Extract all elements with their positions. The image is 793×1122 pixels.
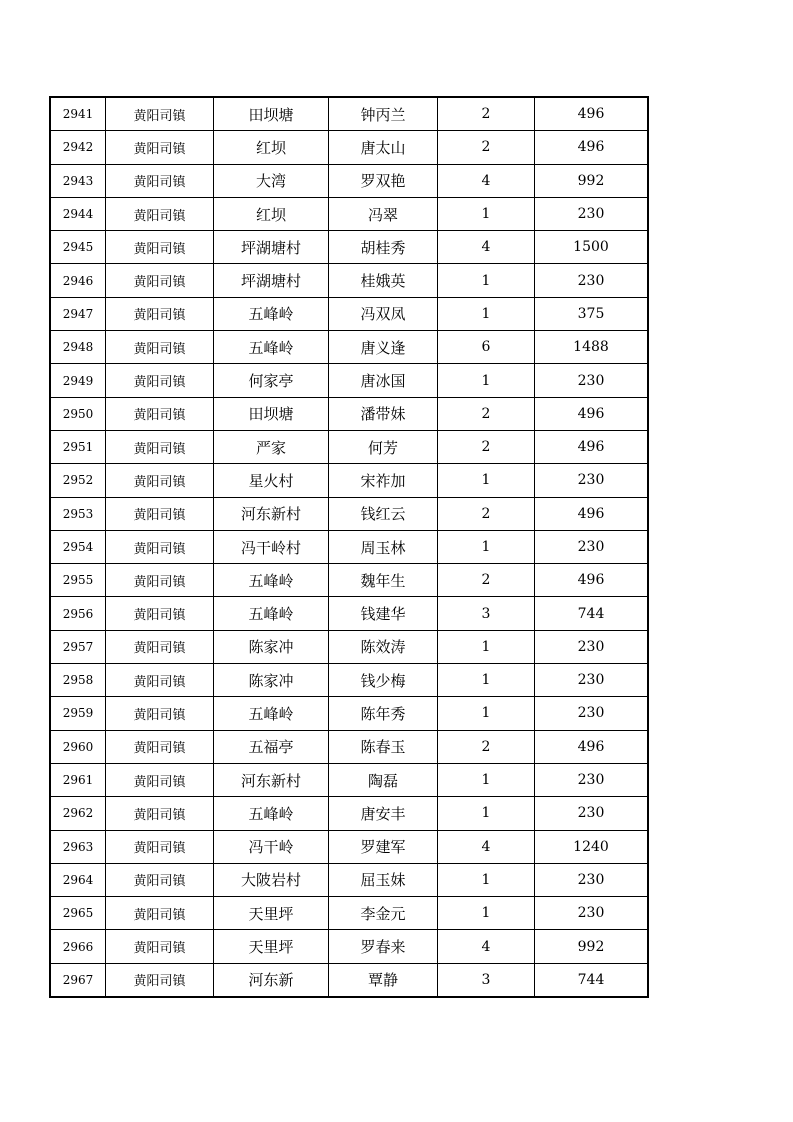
cell-village: 红坝 [214, 197, 329, 230]
cell-name: 罗建军 [329, 830, 438, 863]
cell-amount: 230 [535, 897, 649, 930]
cell-id: 2957 [50, 630, 106, 663]
cell-name: 冯翠 [329, 197, 438, 230]
table-row [50, 264, 648, 297]
cell-count: 3 [438, 597, 535, 630]
cell-amount: 992 [535, 164, 649, 197]
cell-village: 冯干岭 [214, 830, 329, 863]
cell-village: 陈家冲 [214, 664, 329, 697]
cell-count: 6 [438, 331, 535, 364]
cell-name: 钱红云 [329, 497, 438, 530]
cell-amount: 230 [535, 530, 649, 563]
table-row [50, 97, 648, 131]
cell-name: 魏年生 [329, 564, 438, 597]
cell-village: 坪湖塘村 [214, 231, 329, 264]
table-row [50, 197, 648, 230]
cell-id: 2967 [50, 963, 106, 997]
cell-name: 罗双艳 [329, 164, 438, 197]
cell-amount: 1240 [535, 830, 649, 863]
cell-id: 2963 [50, 830, 106, 863]
table-row [50, 397, 648, 430]
cell-amount: 1500 [535, 231, 649, 264]
cell-town: 黄阳司镇 [106, 131, 214, 164]
table-row [50, 331, 648, 364]
cell-id: 2942 [50, 131, 106, 164]
cell-town: 黄阳司镇 [106, 730, 214, 763]
cell-town: 黄阳司镇 [106, 264, 214, 297]
table-row [50, 830, 648, 863]
cell-name: 桂娥英 [329, 264, 438, 297]
cell-count: 4 [438, 231, 535, 264]
cell-count: 1 [438, 763, 535, 796]
table-row [50, 630, 648, 663]
cell-town: 黄阳司镇 [106, 197, 214, 230]
table-row [50, 231, 648, 264]
cell-id: 2965 [50, 897, 106, 930]
cell-town: 黄阳司镇 [106, 697, 214, 730]
table-row [50, 897, 648, 930]
cell-village: 五峰岭 [214, 564, 329, 597]
cell-village: 红坝 [214, 131, 329, 164]
cell-name: 覃静 [329, 963, 438, 997]
cell-id: 2944 [50, 197, 106, 230]
cell-town: 黄阳司镇 [106, 430, 214, 463]
cell-village: 田坝塘 [214, 397, 329, 430]
cell-village: 河东新村 [214, 497, 329, 530]
cell-amount: 496 [535, 97, 649, 131]
table-row [50, 730, 648, 763]
cell-amount: 496 [535, 564, 649, 597]
cell-id: 2956 [50, 597, 106, 630]
cell-amount: 230 [535, 264, 649, 297]
cell-count: 2 [438, 730, 535, 763]
cell-id: 2966 [50, 930, 106, 963]
cell-village: 河东新 [214, 963, 329, 997]
cell-id: 2945 [50, 231, 106, 264]
cell-id: 2948 [50, 331, 106, 364]
cell-town: 黄阳司镇 [106, 164, 214, 197]
cell-count: 2 [438, 497, 535, 530]
cell-id: 2952 [50, 464, 106, 497]
cell-id: 2947 [50, 297, 106, 330]
cell-count: 1 [438, 297, 535, 330]
cell-amount: 230 [535, 364, 649, 397]
table-row [50, 564, 648, 597]
cell-amount: 230 [535, 797, 649, 830]
cell-name: 冯双凤 [329, 297, 438, 330]
cell-town: 黄阳司镇 [106, 830, 214, 863]
cell-amount: 230 [535, 197, 649, 230]
table-row [50, 863, 648, 896]
cell-name: 唐安丰 [329, 797, 438, 830]
cell-count: 1 [438, 464, 535, 497]
cell-id: 2959 [50, 697, 106, 730]
cell-amount: 744 [535, 597, 649, 630]
cell-village: 严家 [214, 430, 329, 463]
cell-name: 周玉林 [329, 530, 438, 563]
cell-town: 黄阳司镇 [106, 397, 214, 430]
cell-village: 天里坪 [214, 897, 329, 930]
cell-amount: 1488 [535, 331, 649, 364]
table-row [50, 497, 648, 530]
cell-name: 钟丙兰 [329, 97, 438, 131]
cell-count: 1 [438, 863, 535, 896]
cell-count: 2 [438, 430, 535, 463]
cell-count: 3 [438, 963, 535, 997]
cell-town: 黄阳司镇 [106, 497, 214, 530]
cell-count: 2 [438, 397, 535, 430]
cell-count: 2 [438, 131, 535, 164]
cell-name: 何芳 [329, 430, 438, 463]
cell-village: 五峰岭 [214, 697, 329, 730]
cell-id: 2960 [50, 730, 106, 763]
cell-name: 唐冰国 [329, 364, 438, 397]
cell-amount: 230 [535, 630, 649, 663]
cell-village: 五峰岭 [214, 297, 329, 330]
table-row [50, 464, 648, 497]
cell-id: 2950 [50, 397, 106, 430]
cell-town: 黄阳司镇 [106, 597, 214, 630]
cell-amount: 496 [535, 397, 649, 430]
cell-town: 黄阳司镇 [106, 297, 214, 330]
cell-name: 钱建华 [329, 597, 438, 630]
cell-amount: 230 [535, 464, 649, 497]
cell-name: 胡桂秀 [329, 231, 438, 264]
cell-id: 2951 [50, 430, 106, 463]
cell-amount: 230 [535, 863, 649, 896]
cell-amount: 496 [535, 430, 649, 463]
cell-count: 1 [438, 197, 535, 230]
cell-count: 4 [438, 930, 535, 963]
cell-id: 2949 [50, 364, 106, 397]
table-row [50, 297, 648, 330]
cell-town: 黄阳司镇 [106, 364, 214, 397]
cell-count: 1 [438, 630, 535, 663]
cell-town: 黄阳司镇 [106, 930, 214, 963]
cell-name: 潘带妹 [329, 397, 438, 430]
cell-count: 1 [438, 797, 535, 830]
cell-village: 天里坪 [214, 930, 329, 963]
cell-count: 1 [438, 364, 535, 397]
cell-count: 1 [438, 664, 535, 697]
cell-name: 唐义逢 [329, 331, 438, 364]
cell-amount: 230 [535, 664, 649, 697]
cell-count: 2 [438, 97, 535, 131]
cell-id: 2961 [50, 763, 106, 796]
cell-count: 2 [438, 564, 535, 597]
table-row [50, 597, 648, 630]
table-row [50, 530, 648, 563]
cell-amount: 496 [535, 497, 649, 530]
cell-id: 2964 [50, 863, 106, 896]
table-row [50, 763, 648, 796]
cell-town: 黄阳司镇 [106, 530, 214, 563]
cell-town: 黄阳司镇 [106, 464, 214, 497]
cell-town: 黄阳司镇 [106, 231, 214, 264]
cell-id: 2941 [50, 97, 106, 131]
cell-village: 星火村 [214, 464, 329, 497]
cell-name: 钱少梅 [329, 664, 438, 697]
cell-id: 2954 [50, 530, 106, 563]
cell-name: 陈效涛 [329, 630, 438, 663]
table-row [50, 930, 648, 963]
cell-village: 陈家冲 [214, 630, 329, 663]
cell-id: 2953 [50, 497, 106, 530]
table-row [50, 430, 648, 463]
cell-town: 黄阳司镇 [106, 664, 214, 697]
table-row [50, 164, 648, 197]
cell-town: 黄阳司镇 [106, 97, 214, 131]
cell-town: 黄阳司镇 [106, 763, 214, 796]
cell-village: 大湾 [214, 164, 329, 197]
cell-village: 五峰岭 [214, 597, 329, 630]
cell-name: 陈年秀 [329, 697, 438, 730]
table-row [50, 664, 648, 697]
cell-amount: 496 [535, 131, 649, 164]
cell-village: 河东新村 [214, 763, 329, 796]
cell-town: 黄阳司镇 [106, 630, 214, 663]
cell-amount: 992 [535, 930, 649, 963]
cell-amount: 230 [535, 697, 649, 730]
cell-town: 黄阳司镇 [106, 331, 214, 364]
cell-name: 李金元 [329, 897, 438, 930]
table-row [50, 797, 648, 830]
cell-town: 黄阳司镇 [106, 564, 214, 597]
cell-count: 1 [438, 264, 535, 297]
cell-village: 五福亭 [214, 730, 329, 763]
cell-town: 黄阳司镇 [106, 797, 214, 830]
cell-village: 坪湖塘村 [214, 264, 329, 297]
cell-town: 黄阳司镇 [106, 863, 214, 896]
cell-count: 4 [438, 830, 535, 863]
cell-name: 陈春玉 [329, 730, 438, 763]
cell-village: 五峰岭 [214, 331, 329, 364]
cell-village: 五峰岭 [214, 797, 329, 830]
cell-count: 1 [438, 697, 535, 730]
cell-village: 田坝塘 [214, 97, 329, 131]
cell-name: 屈玉妹 [329, 863, 438, 896]
table-row [50, 697, 648, 730]
cell-count: 1 [438, 530, 535, 563]
cell-name: 罗春来 [329, 930, 438, 963]
cell-id: 2955 [50, 564, 106, 597]
cell-amount: 230 [535, 763, 649, 796]
table-body [50, 97, 648, 997]
table-row [50, 963, 648, 997]
cell-count: 4 [438, 164, 535, 197]
table-row [50, 131, 648, 164]
cell-id: 2946 [50, 264, 106, 297]
cell-count: 1 [438, 897, 535, 930]
cell-town: 黄阳司镇 [106, 963, 214, 997]
cell-amount: 375 [535, 297, 649, 330]
cell-village: 冯干岭村 [214, 530, 329, 563]
cell-id: 2962 [50, 797, 106, 830]
cell-name: 唐太山 [329, 131, 438, 164]
cell-id: 2943 [50, 164, 106, 197]
cell-village: 何家亭 [214, 364, 329, 397]
data-table [49, 96, 649, 998]
cell-id: 2958 [50, 664, 106, 697]
cell-town: 黄阳司镇 [106, 897, 214, 930]
cell-amount: 744 [535, 963, 649, 997]
cell-name: 陶磊 [329, 763, 438, 796]
cell-amount: 496 [535, 730, 649, 763]
table-row [50, 364, 648, 397]
cell-name: 宋祚加 [329, 464, 438, 497]
cell-village: 大陂岩村 [214, 863, 329, 896]
